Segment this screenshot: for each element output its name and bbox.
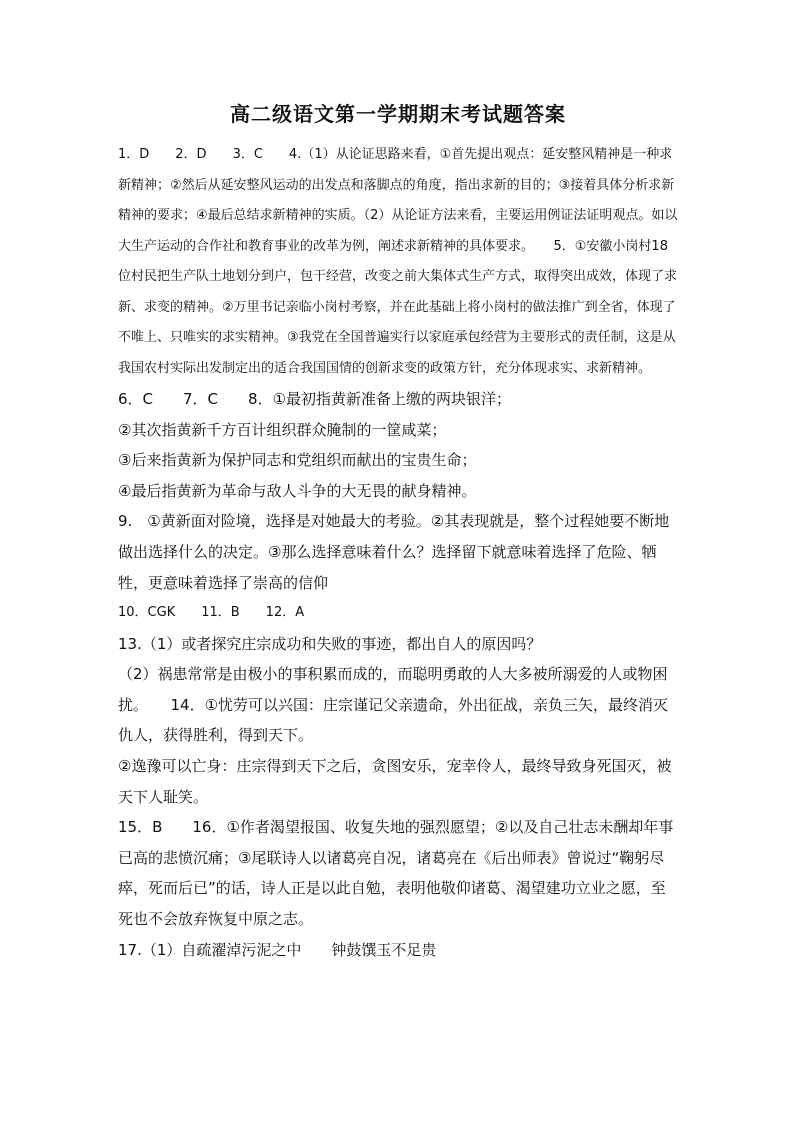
answer-paragraph-6-8-text: 6．C 7．C 8．①最初指黄新准备上缴的两块银洋；	[118, 390, 512, 408]
answer-paragraph-14-2: ②逸豫可以亡身：庄宗得到天下之后，贪图安乐，宠幸伶人，最终导致身死国灭，被天下人耻笑。	[118, 757, 672, 806]
answer-paragraph-8-2: ②其次指黄新千方百计组织群众腌制的一筐咸菜；	[118, 420, 447, 439]
answer-paragraph-8-4: ④最后指黄新为革命与敌人斗争的大无畏的献身精神。	[118, 481, 477, 500]
answer-paragraph-1-5: 1．D 2．D 3．C 4.（1）从论证思路来看，①首先提出观点：延安整风精神是一种求新精神；②然后从延安整风运动的出发点和落脚点的角度，指出求新的目的；③接着具体分析求新精神的要求；④最后总结求新精神的实质。（2）从论证方法来看，主要运用例证法证明观点。如以大生产运动的合作社和教育事业的改革为例，阐述求新精神的具体要求。 5．①安徽小岗村18位村民把生产队土地划分到户，包干经营，改变之前大集体式生产方式，取得突出成效，体现了求新、求变的精神。②万里书记亲临小岗村考察，并在此基础上将小岗村的做法推广到全省，体现了不唯上、只唯实的求实精神。③我党在全国普遍实行以家庭承包经营为主要形式的责任制，这是从我国农村实际出发制定出的适合我国国情的创新求变的政策方针，充分体现求实、求新精神。	[118, 147, 678, 376]
answer-paragraph-8-3: ③后来指黄新为保护同志和党组织而献出的宝贵生命；	[118, 451, 477, 470]
answer-body	[118, 140, 678, 965]
answer-paragraph-15-16: 15．B 16．①作者渴望报国、收复失地的强烈愿望；②以及自己壮志未酬却年事已高的悲愤沉痛；③尾联诗人以诸葛亮自况，诸葛亮在《后出师表》曾说过“鞠躬尽瘁，死而后已”的话，诗人正是以此自勉，表明他敬仰诸葛、渴望建功立业之愿，至死也不会放弃恢复中原之志。	[118, 818, 674, 928]
page-title: 高二级语文第一学期期末考试题答案	[230, 102, 566, 126]
answer-paragraph-13-1: 13.（1）或者探究庄宗成功和失败的事迹，都出自人的原因吗？	[118, 634, 542, 653]
answer-paragraph-13-2-14: （2）祸患常常是由极小的事积累而成的，而聪明勇敢的人大多被所溺爱的人或物困扰。 14．①忧劳可以兴国：庄宗谨记父亲遗命，外出征战，亲负三矢，最终消灭仇人，获得胜利，得到天下。	[118, 665, 669, 745]
answer-paragraph-17: 17.（1）自疏濯淖污泥之中 钟鼓馔玉不足贵	[118, 940, 437, 959]
answer-paragraph-10-12: 10．CGK 11．B 12．A	[118, 605, 305, 621]
answer-paragraph-9: 9. ①黄新面对险境，选择是对她最大的考验。②其表现就是，整个过程她要不断地做出选择什么的决定。③那么选择意味着什么？选择留下就意味着选择了危险、牺牲，更意味着选择了崇高的信仰	[118, 512, 670, 592]
answer-paragraph-6-8	[118, 384, 678, 415]
